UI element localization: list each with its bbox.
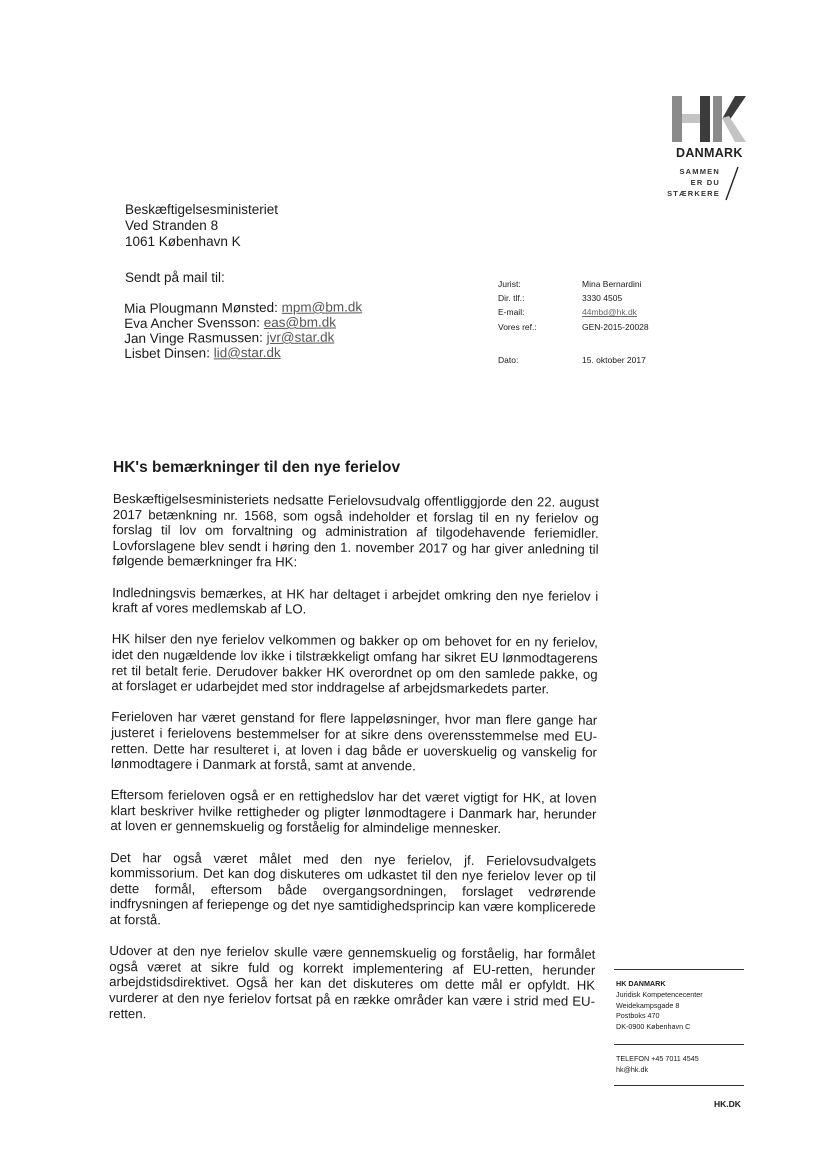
- meta-label: Dato:: [498, 355, 519, 365]
- body-paragraph: Udover at den nye ferielov skulle være gennemskuelig og forståelig, har formålet også været at sikre fuld og korrekt implementering af EU-retten, herunder arbejdstidsdirektivet. Også her kan det diskuteres om dette mål er opfyldt. HK vurderer at den nye ferielov fortsat på en række områder kan være i strid med EU-retten.: [108, 943, 596, 1021]
- footer-address-line: Postboks 470: [616, 1011, 660, 1020]
- meta-label: Vores ref.:: [498, 322, 537, 332]
- meta-label: Jurist:: [498, 279, 521, 289]
- meta-value: 15. oktober 2017: [582, 355, 646, 365]
- contact-item: [124, 329, 362, 346]
- contact-item: [124, 344, 362, 361]
- logo-slogan-line: SAMMEN: [679, 167, 720, 176]
- document-title: HK's bemærkninger til den nye ferielov: [113, 459, 401, 476]
- meta-value: GEN-2015-20028: [582, 322, 649, 332]
- logo-slogan-line: STÆRKERE: [667, 189, 720, 198]
- contact-email-link[interactable]: eas@bm.dk: [263, 314, 337, 331]
- body-paragraph: Beskæftigelsesministeriets nedsatte Ferielovsudvalg offentliggjorde den 22. august 2017 betænkning nr. 1568, som også indeholder et forslag til en ny ferielov og forslag til lov om forvaltning og administration af tilgodehavende feriemidler. Lovforslagene blev sendt i høring den 1. november 2017 og har giver anledning til følgende bemærkninger fra HK:: [112, 491, 599, 570]
- contact-email-link[interactable]: jvr@star.dk: [266, 329, 335, 346]
- meta-label: Dir. tlf.:: [498, 293, 525, 303]
- footer-phone: TELEFON +45 7011 4545: [616, 1054, 699, 1063]
- logo-bar-4: [713, 96, 722, 142]
- recipient-address: [125, 202, 278, 250]
- footer-address-line: Juridisk Kompetencecenter: [616, 990, 703, 999]
- footer-website-link[interactable]: HK.DK: [714, 1099, 741, 1109]
- logo-bar-2: [682, 114, 700, 123]
- contact-name: Eva Ancher Svensson:: [124, 315, 261, 331]
- document-body: [109, 491, 599, 1041]
- contact-item: [124, 314, 362, 331]
- logo-slogan: [662, 166, 720, 199]
- meta-value: 3330 4505: [582, 293, 623, 303]
- footer-address-line: DK-0900 København C: [616, 1021, 691, 1031]
- meta-email-link[interactable]: 44mbd@hk.dk: [582, 307, 637, 317]
- footer-email-link[interactable]: hk@hk.dk: [616, 1064, 649, 1074]
- meta-label: E-mail:: [498, 307, 525, 317]
- logo-slogan-line: ER DU: [690, 178, 720, 187]
- meta-value: Mina Bernardini: [582, 279, 642, 289]
- contact-name: Lisbet Dinsen:: [124, 345, 210, 361]
- footer-org: HK DANMARK: [616, 979, 666, 988]
- footer-divider: [614, 969, 744, 970]
- logo-bar-3: [700, 96, 710, 142]
- logo-country: DANMARK: [676, 146, 743, 160]
- recipient-line: Beskæftigelsesministeriet: [125, 202, 279, 217]
- footer-address-line: Weidekampsgade 8: [616, 1000, 680, 1010]
- footer-address: [616, 990, 703, 1032]
- contact-item: [124, 299, 362, 316]
- logo-bar-1: [672, 96, 682, 142]
- logo-k-arm-lower: [722, 116, 746, 142]
- body-paragraph: HK hilser den nye ferielov velkommen og bakker op om behovet for en ny ferielov, idet den nugældende lov ikke i tilstrækkeligt omfang har sikret EU lønmodtagerens ret til betalt ferie. Derudover bakker HK overordnet op om den samlede pakke, og at forslaget er udarbejdet med stor inddragelse af arbejdsmarkedets parter.: [111, 631, 598, 697]
- body-paragraph: Indledningsvis bemærkes, at HK har deltaget i arbejdet omkring den nye ferielov i kraft af vores medlemskab af LO.: [112, 584, 599, 617]
- footer-divider: [614, 1085, 744, 1086]
- body-paragraph: Det har også været målet med den nye ferielov, jf. Ferielovsudvalgets kommissorium. Det kan dog diskuteres om udkastet til den nye ferielov lever op til dette formål, eftersom både overgangsordningen, forslaget vedrørende indfrysningen af feriepenge og det nye samtidighedsprincip kan være komplicerede at forstå.: [109, 849, 597, 928]
- recipient-line: Ved Stranden 8: [125, 218, 219, 233]
- hk-logo-mark: [667, 96, 747, 142]
- contact-name: Mia Plougmann Mønsted:: [124, 299, 278, 316]
- body-paragraph: Ferieloven har været genstand for flere lappeløsninger, hvor man flere gange har justeret i ferielovens bestemmelser for at sikre dens overensstemmelse med EU-retten. Dette har resulteret i, at loven i dag både er uoverskuelig og vanskelig for lønmodtagere i Danmark at forstå, samt at anvende.: [110, 709, 598, 774]
- recipient-line: 1061 København K: [125, 234, 241, 249]
- contact-list: [124, 299, 362, 361]
- sent-to-label: Sendt på mail til:: [125, 270, 225, 285]
- body-paragraph: Eftersom ferieloven også er en rettighedslov har det været vigtigt for HK, at loven klart beskriver hvilke rettigheder og pligter lønmodtagere i Danmark har, herunder at loven er gennemskuelig og forståelig for almindelige mennesker.: [110, 787, 597, 837]
- contact-name: Jan Vinge Rasmussen:: [124, 330, 263, 346]
- hk-logo: [662, 96, 752, 206]
- contact-email-link[interactable]: mpm@bm.dk: [281, 299, 363, 315]
- footer-contact: [616, 1054, 699, 1075]
- logo-slash-icon: [724, 166, 740, 202]
- footer-divider: [614, 1044, 744, 1045]
- contact-email-link[interactable]: lid@star.dk: [213, 344, 281, 361]
